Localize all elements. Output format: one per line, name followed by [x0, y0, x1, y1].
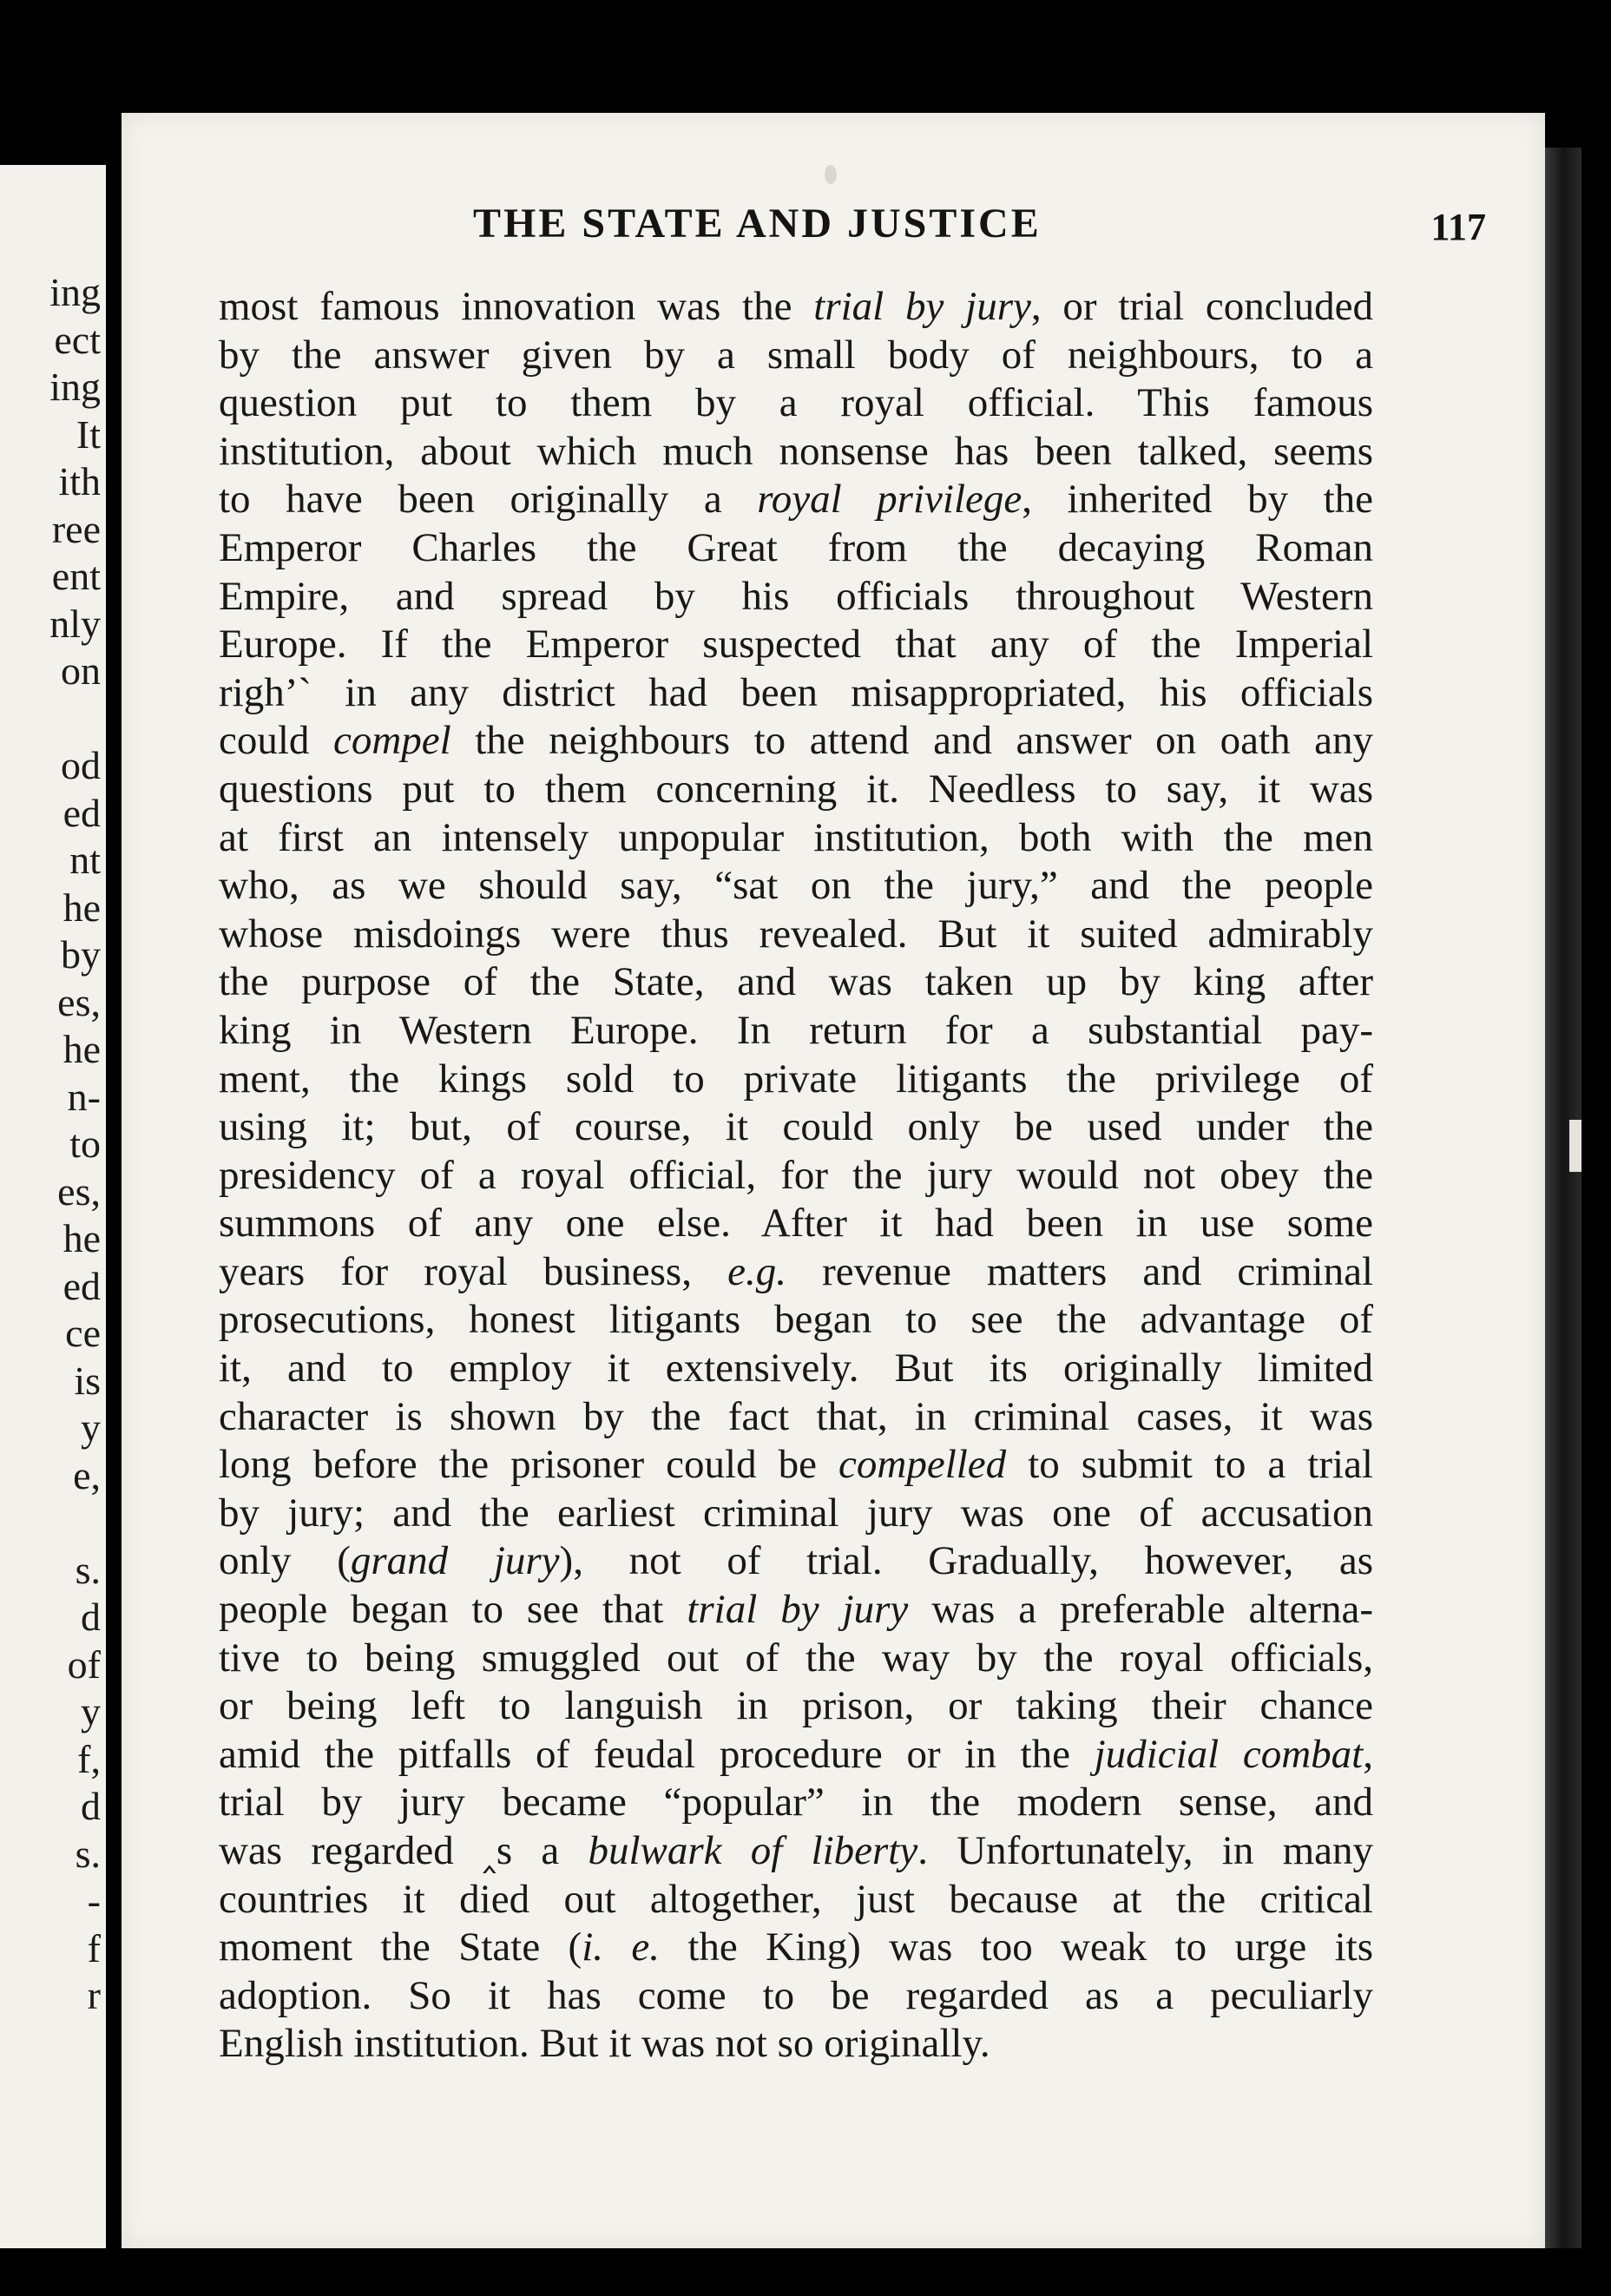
text-line [219, 379, 1373, 428]
text-line [219, 1827, 1373, 1876]
text-line [219, 428, 1373, 477]
text-line [219, 1103, 1373, 1152]
text-run: righ’` in any district had been misappropriated, his officials [219, 669, 1373, 715]
text-run: ment, the kings sold to private litigants the privilege of [219, 1056, 1373, 1102]
text-line [219, 332, 1373, 380]
text-run: amid the pitfalls of feudal procedure or in the [219, 1731, 1095, 1777]
facing-page-fragment: y [81, 1689, 101, 1734]
text-run: English institution. But it was not so originally. [219, 2021, 990, 2067]
facing-page-fragment: ree [51, 506, 101, 551]
facing-page-fragment: he [62, 885, 101, 930]
facing-page-fragment: on [61, 648, 101, 693]
text-line [219, 1972, 1373, 2021]
facing-page-fragment: ith [58, 459, 101, 503]
facing-page-text-fragments [49, 269, 101, 2020]
facing-page-fragment: s. [75, 1547, 101, 1592]
page-edge [1545, 148, 1581, 2248]
facing-page-fragment: of [67, 1641, 101, 1687]
text-line [219, 1779, 1373, 1827]
text-run: years for royal business, [219, 1248, 728, 1294]
text-line [219, 1876, 1373, 1924]
text-run: to have been originally a [219, 477, 758, 523]
facing-page-fragment [49, 1499, 101, 1547]
text-run: presidency of a royal official, for the jury would not obey the [219, 1152, 1373, 1198]
text-run: moment the State ( [219, 1924, 582, 1970]
text-run: only ( [219, 1538, 351, 1584]
text-line [219, 524, 1373, 573]
text-line [219, 1635, 1373, 1683]
text-run: king in Western Europe. In return for a substantial pay- [219, 1007, 1373, 1053]
text-run: by jury; and the earliest criminal jury was one of accusation [219, 1490, 1373, 1536]
text-run: was a preferable alterna- [908, 1587, 1373, 1633]
body-text [219, 283, 1373, 2069]
facing-page-fragment: ing [49, 270, 101, 314]
facing-page-fragment: he [62, 1216, 101, 1260]
facing-page-fragment: es, [57, 1168, 101, 1214]
facing-page-fragment: r [87, 1973, 101, 2017]
facing-page-fragment: It [76, 411, 101, 457]
text-run: , [1363, 1731, 1373, 1777]
text-line [219, 958, 1373, 1007]
text-line [219, 717, 1373, 766]
facing-page-fragment: d [81, 1595, 101, 1639]
text-line [219, 1490, 1373, 1538]
text-line [219, 766, 1373, 814]
text-line [219, 1393, 1373, 1442]
text-run: character is shown by the fact that, in criminal cases, it was [219, 1393, 1373, 1439]
text-run: the purpose of the State, and was taken up by king after [219, 959, 1373, 1005]
facing-page-fragment: f, [77, 1736, 101, 1781]
running-title: THE STATE AND JUSTICE [473, 201, 1042, 247]
text-run: tive to being smuggled out of the way by the royal officials, [219, 1635, 1373, 1681]
facing-page-fragment: is [74, 1358, 101, 1403]
facing-page-fragment [49, 695, 101, 743]
text-run: whose misdoings were thus revealed. But it suited admirably [219, 911, 1373, 957]
text-run: questions put to them concerning it. Needless to say, it was [219, 766, 1373, 812]
text-run: was regarded ‸s a [219, 1828, 589, 1873]
text-run: Emperor Charles the Great from the decaying Roman [219, 524, 1373, 570]
text-run: the King) was too weak to urge its [660, 1924, 1373, 1970]
book-page [122, 113, 1545, 2248]
text-line [219, 1152, 1373, 1201]
text-run: question put to them by a royal official. This famous [219, 380, 1373, 426]
text-line [219, 862, 1373, 911]
text-line [219, 814, 1373, 863]
facing-page-fragment: e, [73, 1452, 101, 1497]
facing-page-fragment: f [87, 1925, 101, 1970]
italic-text: compel [332, 718, 451, 764]
text-run: it, and to employ it extensively. But its originally limited [219, 1345, 1373, 1391]
facing-page-fragment: he [62, 1027, 101, 1071]
text-line [219, 669, 1373, 718]
italic-text: i. e. [582, 1924, 660, 1970]
facing-page-fragment: es, [57, 979, 101, 1024]
facing-page-fragment: y [81, 1405, 101, 1450]
text-line [219, 1924, 1373, 1972]
italic-text: e.g. [727, 1248, 786, 1294]
text-line [219, 1586, 1373, 1635]
text-run: or being left to languish in prison, or taking their chance [219, 1683, 1373, 1729]
facing-page-fragment: to [69, 1122, 101, 1166]
facing-page-fragment: nt [69, 838, 101, 882]
page-edge-notch [1569, 1120, 1581, 1172]
facing-page-fragment: n- [67, 1074, 101, 1119]
facing-page-fragment: nly [49, 601, 101, 646]
page-number: 117 [1430, 206, 1486, 248]
italic-text: trial by jury [813, 284, 1031, 329]
text-run: at first an intensely unpopular institution, both with the men [219, 814, 1373, 860]
facing-page-fragment: by [61, 932, 101, 977]
text-line [219, 1007, 1373, 1056]
text-line [219, 1441, 1373, 1490]
running-head [122, 200, 1545, 260]
text-run: people began to see that [219, 1587, 687, 1633]
facing-page-fragment: ed [62, 790, 101, 835]
text-run: trial by jury became “popular” in the modern sense, and [219, 1780, 1373, 1826]
text-line [219, 2020, 1373, 2069]
text-line [219, 911, 1373, 959]
text-line [219, 1345, 1373, 1393]
facing-page-fragment: d [81, 1784, 101, 1828]
text-line [219, 1682, 1373, 1731]
facing-page-fragment: ed [62, 1263, 101, 1308]
italic-text: grand jury [350, 1538, 560, 1584]
text-run: countries it died out altogether, just because at the critical [219, 1876, 1373, 1922]
text-line [219, 1248, 1373, 1297]
text-run: institution, about which much nonsense has been talked, seems [219, 428, 1373, 474]
text-line [219, 1056, 1373, 1104]
text-line [219, 621, 1373, 669]
text-run: long before the prisoner could be [219, 1442, 839, 1488]
text-run: prosecutions, honest litigants began to see the advantage of [219, 1297, 1373, 1343]
text-run: summons of any one else. After it had been in use some [219, 1201, 1373, 1247]
facing-page-fragment: od [61, 743, 101, 787]
facing-page-fragment: ce [65, 1311, 101, 1355]
text-run: Empire, and spread by his officials throughout Western [219, 573, 1373, 619]
text-run: who, as we should say, “sat on the jury,” and the people [219, 863, 1373, 909]
text-run: Europe. If the Emperor suspected that any of the Imperial [219, 622, 1373, 668]
facing-page-sliver [0, 165, 106, 2248]
text-run: the neighbours to attend and answer on oath any [450, 718, 1374, 764]
text-run: . Unfortunately, in many [917, 1828, 1373, 1873]
scan-mark [825, 165, 837, 184]
text-run: most famous innovation was the [219, 284, 814, 329]
text-line [219, 283, 1373, 332]
text-run: by the answer given by a small body of neighbours, to a [219, 332, 1373, 378]
text-line [219, 1537, 1373, 1586]
text-run: ), not of trial. Gradually, however, as [559, 1538, 1374, 1584]
text-run: revenue matters and criminal [786, 1248, 1373, 1294]
facing-page-fragment: s. [75, 1831, 101, 1876]
facing-page-fragment: ing [49, 365, 101, 409]
italic-text: bulwark of liberty [588, 1828, 918, 1873]
text-run: , or trial concluded [1030, 284, 1373, 329]
text-line [219, 1731, 1373, 1780]
text-run: , inherited by the [1022, 477, 1374, 523]
italic-text: judicial combat [1094, 1731, 1364, 1777]
text-run: using it; but, of course, it could only be used under the [219, 1104, 1373, 1150]
text-run: to submit to a trial [1006, 1442, 1373, 1488]
facing-page-fragment: ect [54, 317, 101, 362]
text-run: could [219, 718, 333, 764]
text-line [219, 476, 1373, 524]
facing-page-fragment: ent [51, 554, 101, 598]
italic-text: royal privilege [757, 477, 1022, 523]
italic-text: compelled [838, 1442, 1007, 1488]
text-line [219, 1296, 1373, 1345]
text-run: adoption. So it has come to be regarded as a peculiarly [219, 1972, 1373, 2018]
text-line [219, 1200, 1373, 1248]
italic-text: trial by jury [687, 1587, 909, 1633]
text-line [219, 573, 1373, 622]
facing-page-fragment: - [87, 1878, 101, 1923]
